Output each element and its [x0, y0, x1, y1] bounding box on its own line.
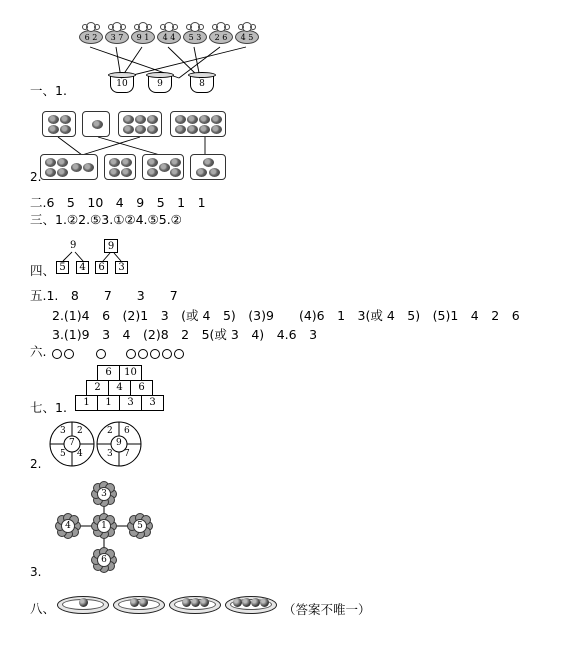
flower — [157, 20, 181, 50]
section8-note: （答案不唯一） — [283, 602, 371, 617]
wheel2-tl: 2 — [107, 426, 113, 436]
section3-answers: 三、1.②2.⑤3.①②4.⑤5.② — [30, 212, 182, 227]
tree2-left: 6 — [95, 261, 108, 274]
panel-bottom-4 — [190, 154, 226, 180]
panel-bottom-2 — [104, 154, 136, 180]
flower-left — [55, 513, 81, 539]
wheel2-bl: 3 — [107, 449, 113, 459]
section6-circles — [52, 346, 186, 360]
circle-group-2 — [96, 346, 122, 360]
plate — [225, 592, 277, 616]
pyramid-r3-c2: 1 — [97, 395, 120, 411]
flower — [131, 20, 155, 50]
pyramid-r2-c1: 2 — [86, 380, 109, 396]
flower-center — [91, 513, 117, 539]
section7-label3: 3. — [30, 565, 42, 579]
pyramid-r3-c3: 3 — [119, 395, 142, 411]
ball — [191, 598, 200, 607]
section5-line3: 3.(1)9 3 4 (2)8 2 5(或 3 4) 4.6 3 — [52, 327, 318, 342]
pot-8 — [188, 72, 216, 94]
ball — [79, 598, 88, 607]
flower — [183, 20, 207, 50]
plate — [57, 592, 109, 616]
flower-numbers: 5 3 — [188, 33, 202, 42]
plate — [113, 592, 165, 616]
ball — [182, 598, 191, 607]
section5-line2: 2.(1)4 6 (2)1 3 (或 4 5) (3)9 (4)6 1 3(或 4 5) (5)1 4 2 6 — [52, 308, 520, 323]
pot-label: 9 — [148, 76, 172, 93]
pot-label: 10 — [110, 76, 134, 93]
panel-top-1 — [42, 111, 76, 137]
flower-number: 1 — [97, 519, 111, 533]
flower-number: 6 — [97, 553, 111, 567]
tree2-top: 9 — [104, 239, 118, 253]
flower-number: 5 — [133, 519, 147, 533]
wheel1-tl: 3 — [60, 426, 66, 436]
flower — [209, 20, 233, 50]
flower-top — [91, 481, 117, 507]
flower-numbers: 4 4 — [162, 33, 176, 42]
pyramid-r2-c2: 4 — [108, 380, 131, 396]
flower-bottom — [91, 547, 117, 573]
pyramid-r1-c1: 6 — [97, 365, 120, 381]
wheel1-br: 4 — [77, 449, 83, 459]
wheel2-center: 9 — [116, 438, 122, 448]
section1-label: 一、1. — [30, 83, 67, 98]
section4-label: 四、 — [30, 263, 56, 278]
ball — [251, 598, 260, 607]
flower-number: 3 — [97, 487, 111, 501]
flower-numbers: 6 2 — [84, 33, 98, 42]
tree1-right: 4 — [76, 261, 89, 274]
ball — [260, 598, 269, 607]
flower-numbers: 3 7 — [110, 33, 124, 42]
wheel2-br: 7 — [124, 449, 130, 459]
ball — [242, 598, 251, 607]
ball — [130, 598, 139, 607]
section7-label2: 2. — [30, 457, 42, 471]
flower — [105, 20, 129, 50]
ball — [200, 598, 209, 607]
section5-line1: 五.1. 8 7 3 7 — [30, 288, 178, 303]
wheel2-tr: 6 — [124, 426, 130, 436]
wheel1-tr: 2 — [77, 426, 83, 436]
panel-bottom-1 — [40, 154, 98, 180]
plate — [169, 592, 221, 616]
flower-numbers: 4 5 — [240, 33, 254, 42]
flower — [235, 20, 259, 50]
wheel-numbers — [48, 420, 158, 470]
panel-top-3 — [118, 111, 162, 137]
pyramid-r1-c2: 10 — [119, 365, 142, 381]
pot-9 — [146, 72, 174, 94]
section7-label1: 七、1. — [30, 400, 67, 415]
ball — [139, 598, 148, 607]
flower-numbers: 2 6 — [214, 33, 228, 42]
wheel1-bl: 5 — [60, 449, 66, 459]
pyramid-r3-c4: 3 — [141, 395, 164, 411]
flower-numbers: 9 1 — [136, 33, 150, 42]
pot-10 — [108, 72, 136, 94]
flower-right — [127, 513, 153, 539]
panel-bottom-3 — [142, 154, 184, 180]
ball — [233, 598, 242, 607]
circle-group-1 — [52, 346, 92, 360]
panel-top-2 — [82, 111, 110, 137]
section8-label: 八、 — [30, 601, 56, 616]
section2-answers: 二.6 5 10 4 9 5 1 1 — [30, 195, 206, 210]
flower-number: 4 — [61, 519, 75, 533]
tree1-top: 9 — [70, 240, 77, 251]
pyramid-r3-c1: 1 — [75, 395, 98, 411]
panel-top-4 — [170, 111, 226, 137]
circle-group-3 — [126, 346, 186, 360]
pyramid-r2-c3: 6 — [130, 380, 153, 396]
wheel1-center: 7 — [69, 438, 75, 448]
section1-label2: 2. — [30, 170, 42, 184]
section6-label: 六. — [30, 344, 47, 359]
tree1-left: 5 — [56, 261, 69, 274]
tree2-right: 3 — [115, 261, 128, 274]
flower — [79, 20, 103, 50]
pot-label: 8 — [190, 76, 214, 93]
